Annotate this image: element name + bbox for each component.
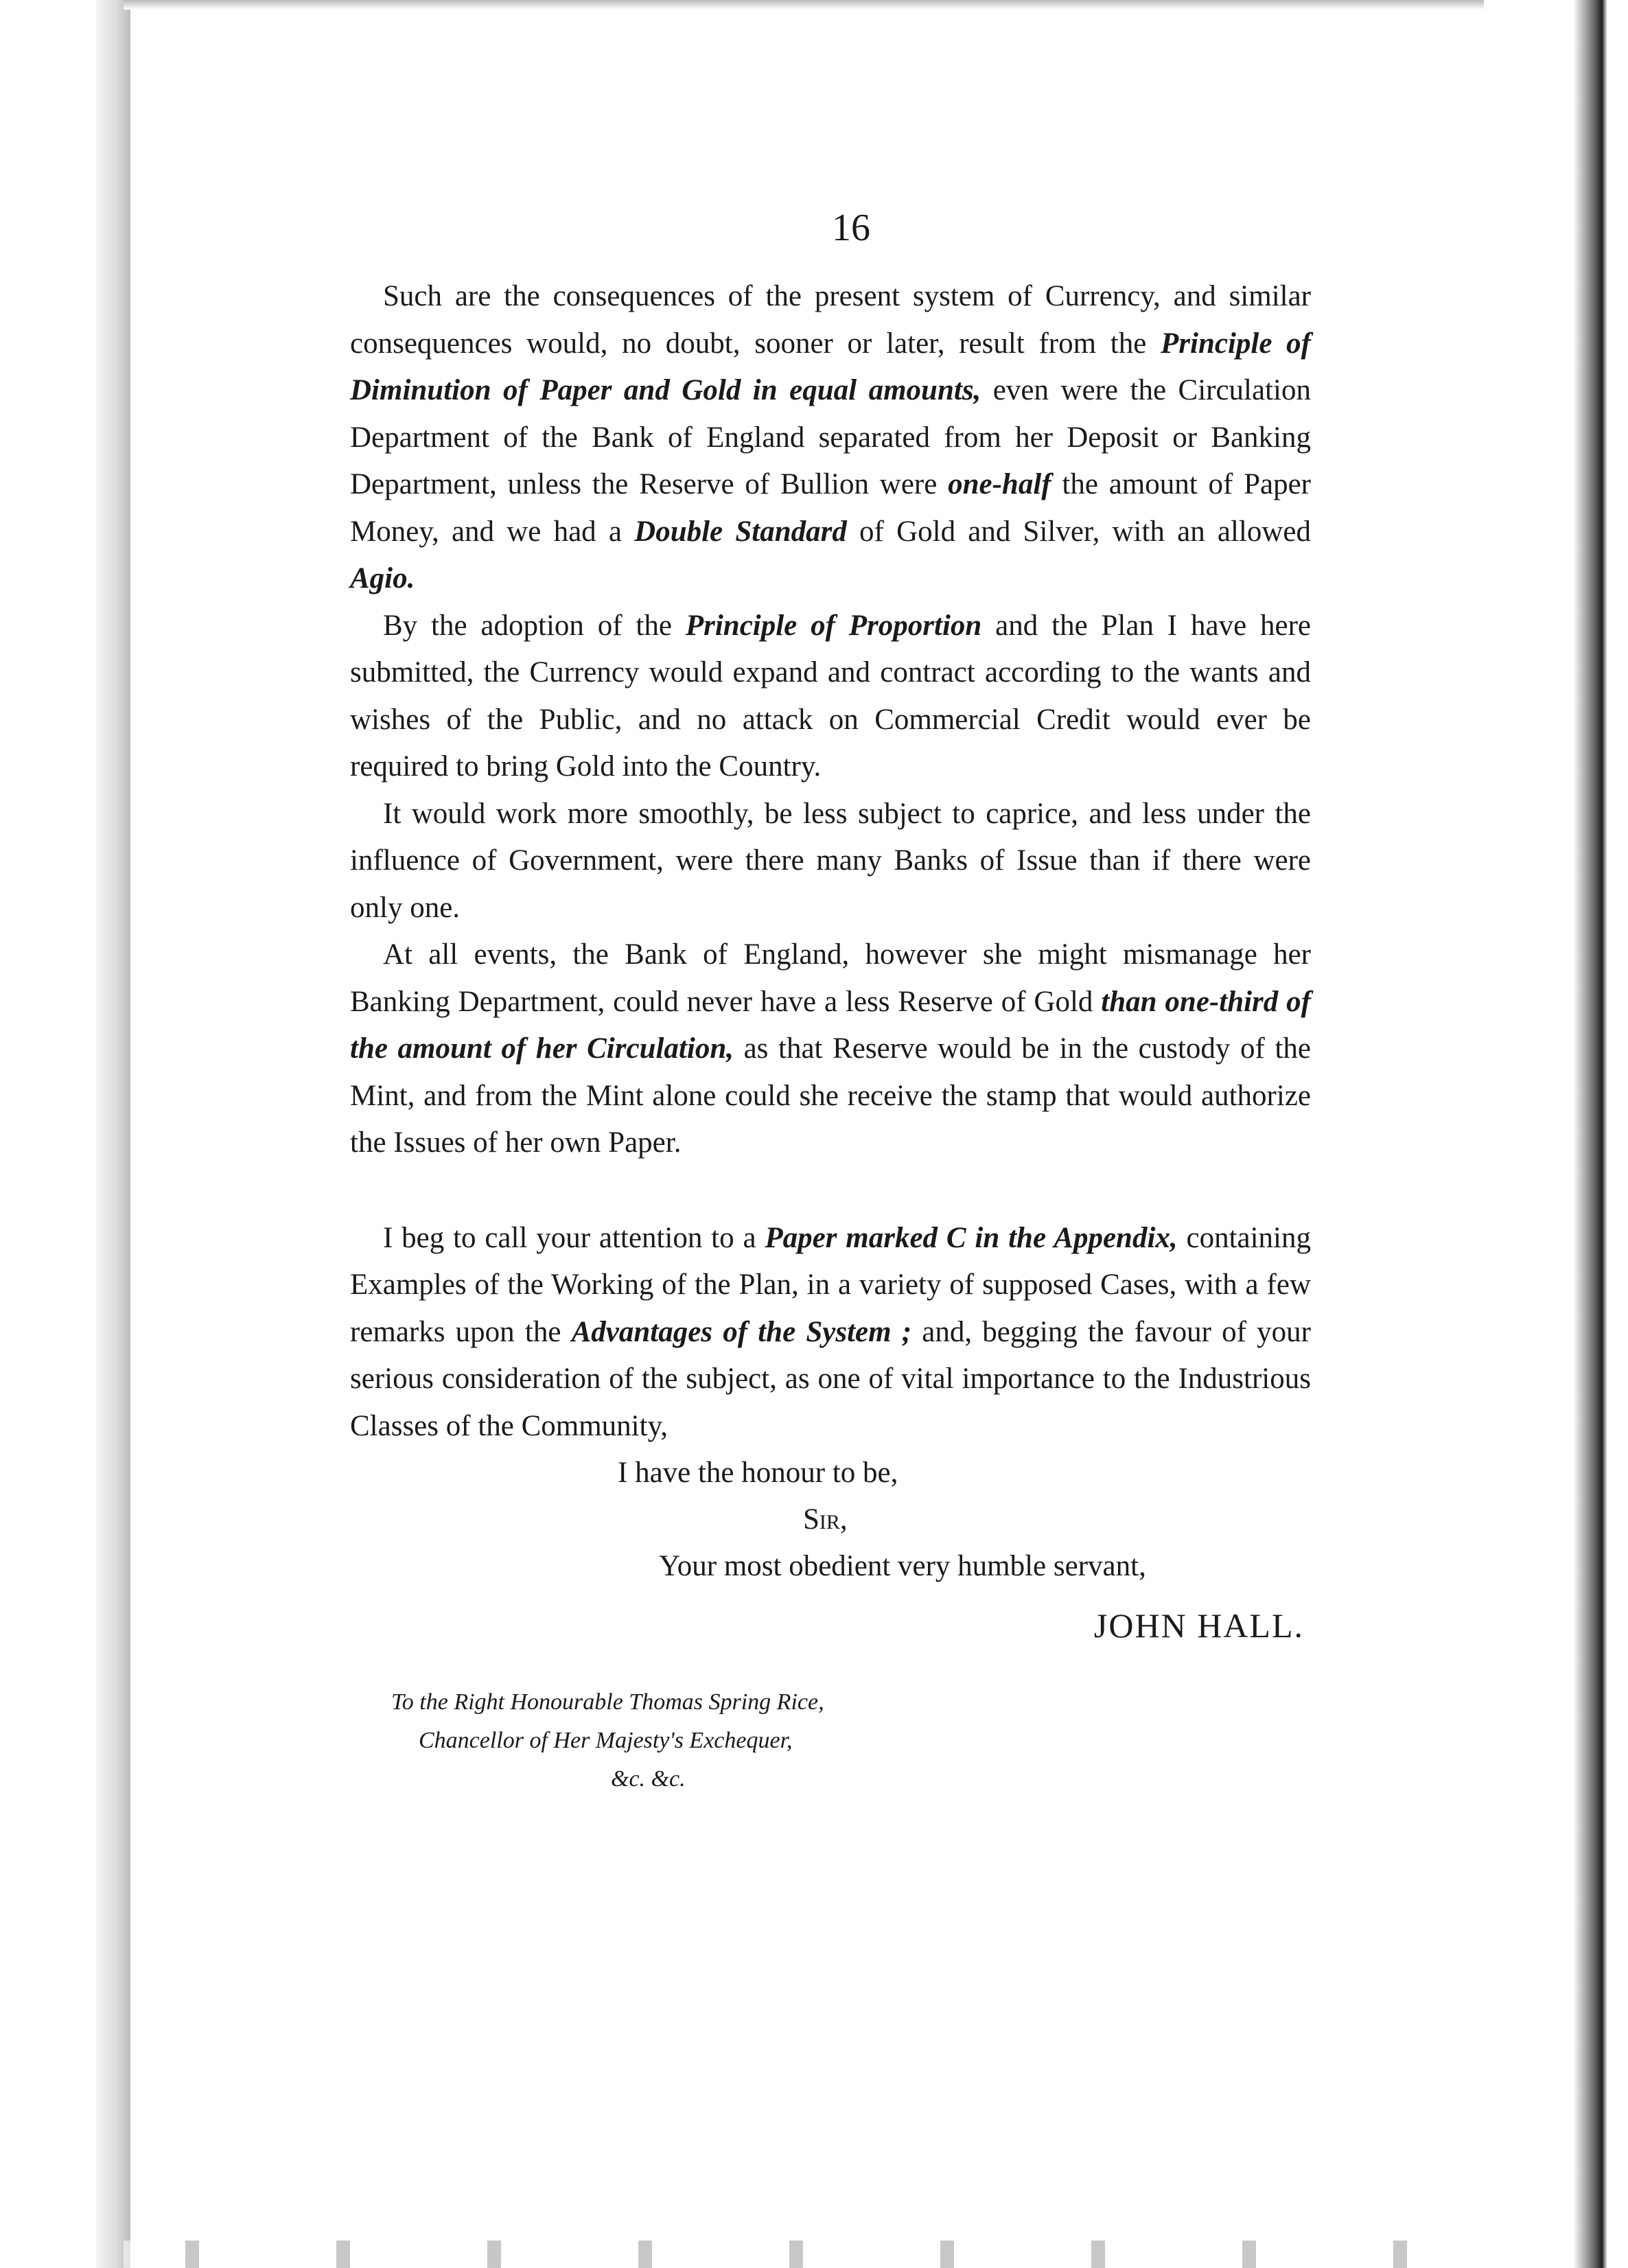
text-run: containing Examples of the Working of the Plan, in a variety of supposed Cases, with a few remarks upon the [350,1221,1311,1348]
closing-honour: I have the honour to be, [618,1457,898,1489]
italic-text: Advantages of the System ; [571,1315,912,1348]
italic-text: Agio. [350,562,415,594]
text-run: even were the Circulation Department of the Bank of England separated from her Deposit or Banking Department, unless the Reserve of Bullion were [350,374,1311,500]
address-line-3: &c. &c. [611,1766,686,1792]
text-run: the amount of Paper Money, and we had a [350,468,1311,548]
document-page [350,206,1311,1798]
text-run: At all events, the Bank of England, however she might mismanage her Banking Department, could never have a less Reserve of Gold [350,938,1311,1018]
italic-text: Paper marked C in the Appendix, [765,1221,1178,1254]
italic-text: one-half [948,468,1051,500]
text-run: and the Plan I have here submitted, the Currency would expand and contract according to the wants and wishes of the Public, and no attack on Commercial Credit would ever be required to bring Gold into the Country. [350,609,1312,783]
closing-salutation: Sir, [803,1503,848,1536]
text-run: Such are the consequences of the present system of Currency, and similar consequences would, no doubt, sooner or later, result from the [350,280,1311,360]
paragraph [350,603,1311,791]
page-number: 16 [832,207,870,249]
text-run: of Gold and Silver, with an allowed [846,515,1312,548]
paragraph [350,273,1311,603]
signature: JOHN HALL. [1093,1606,1304,1645]
paragraph [350,791,1311,932]
text-run: I beg to call your attention to a [383,1221,765,1254]
address-block [350,1683,1311,1798]
paragraph [350,931,1311,1167]
text-run: and, begging the favour of your serious consideration of the subject, as one of vital importance to the Industrious Classes of the Community, [350,1315,1311,1442]
italic-text: Principle of Proportion [685,609,982,642]
paragraph [350,1215,1311,1450]
italic-text: than one-third of the amount of her Circulation, [350,985,1311,1065]
paragraph-gap [350,1167,1311,1215]
page-fold-shadow [96,0,130,2268]
scan-top-shadow [124,0,1484,10]
address-line-2: Chancellor of Her Majesty's Exchequer, [419,1728,793,1753]
closing-servant: Your most obedient very humble servant, [659,1550,1146,1582]
italic-text: Double Standard [634,515,847,548]
text-run: as that Reserve would be in the custody of the Mint, and from the Mint alone could she receive the stamp that would authorize the Issues of her own Paper. [350,1032,1311,1159]
scan-right-edge [1484,0,1628,2268]
text-run: It would work more smoothly, be less subject to caprice, and less under the influence of Government, were there many Banks of Issue than if there were only one. [350,797,1311,924]
scan-bottom-noise [124,2241,1484,2268]
address-line-1: To the Right Honourable Thomas Spring Rice, [391,1689,824,1715]
body-text [350,273,1311,1450]
text-run: By the adoption of the [383,609,686,642]
closing-block [350,1450,1311,1649]
italic-text: Principle of Diminution of Paper and Gold in equal amounts, [350,327,1311,406]
